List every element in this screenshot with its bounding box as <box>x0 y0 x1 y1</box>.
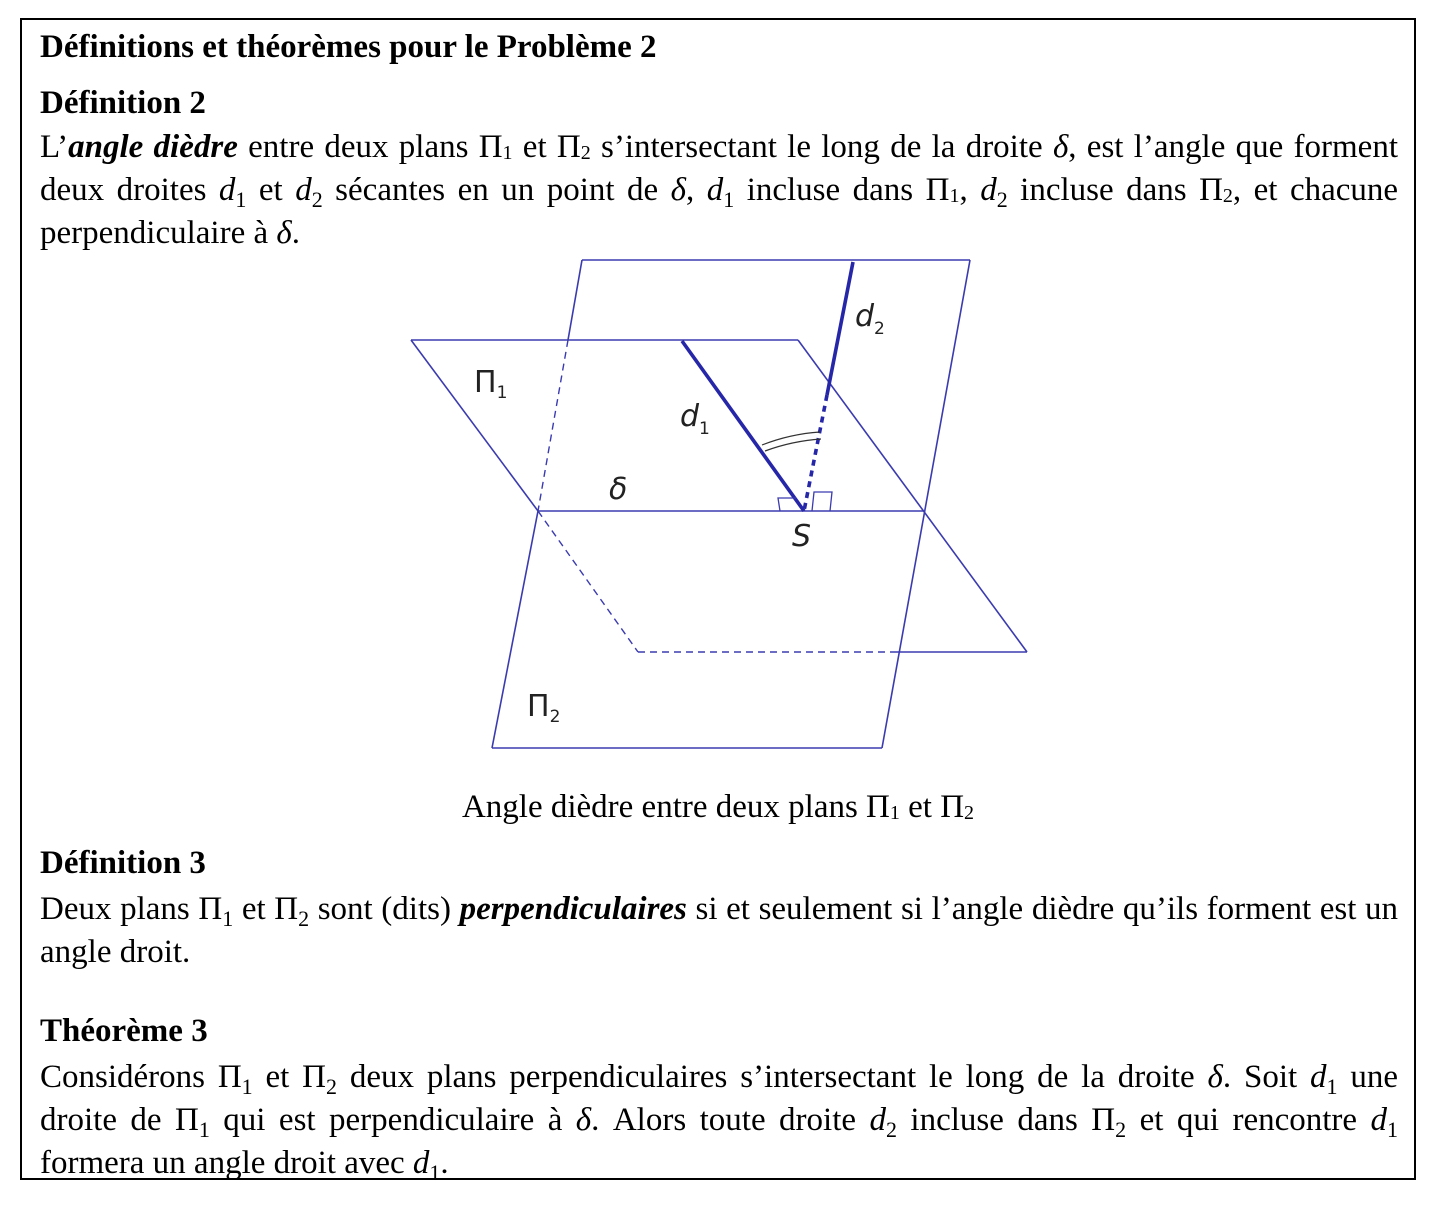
label-pi1: $\Pi_1$ <box>474 365 508 403</box>
label-s: S <box>792 519 812 554</box>
label-d1: $d_1$ <box>680 399 710 439</box>
label-pi2: $\Pi_2$ <box>527 689 561 727</box>
definition-3-text: Deux plans $\Pi_1$ et $\Pi_2$ sont (dits) perpendiculaires si et seulement si l’angle dièdre qu’ils forment est un angle droit. <box>40 891 1398 970</box>
box-title: Définitions et théorèmes pour le Problème 2 <box>40 29 657 65</box>
line-d2 <box>827 262 853 395</box>
pi1-left-edge-hidden <box>538 511 638 652</box>
theorem-3-text: Considérons $\Pi_1$ et $\Pi_2$ deux plans perpendiculaires s’intersectant le long de la droite δ. Soit $d_1$ une droite de $\Pi_1$ qui est perpendiculaire à δ. Alors toute droite $d_2$ incluse dans $\Pi_2$ et qui rencontre $d_1$ formera un angle droit avec $d_1$. <box>40 1059 1398 1185</box>
label-d2: $d_2$ <box>855 299 885 339</box>
definition-3-heading: Définition 3 <box>40 845 206 881</box>
definition-2-text: L’angle dièdre entre deux plans Π1 et Π2 s’intersectant le long de la droite δ, est l’angle que forment deux droites $d_1$ et $d_2$ sécantes en un point de δ, $d_1$ incluse dans Π1, $d_2$ incluse dans Π2, et chacune perpendiculaire à δ. <box>40 129 1399 251</box>
pi2-right-edge <box>882 260 970 748</box>
line-d2-hidden <box>804 395 827 511</box>
theorem-3-heading: Théorème 3 <box>40 1013 208 1049</box>
pi2-left-edge-hidden <box>538 340 568 511</box>
pi1-right-edge <box>798 340 1027 652</box>
right-angle-marker-d2 <box>812 492 832 511</box>
label-delta: δ <box>609 472 628 507</box>
figure-caption: Angle dièdre entre deux plans Π1 et Π2 <box>461 789 975 825</box>
right-angle-marker-d1 <box>778 498 796 511</box>
pi2-left-edge-top <box>568 260 582 340</box>
definition-2-heading: Définition 2 <box>40 85 206 121</box>
